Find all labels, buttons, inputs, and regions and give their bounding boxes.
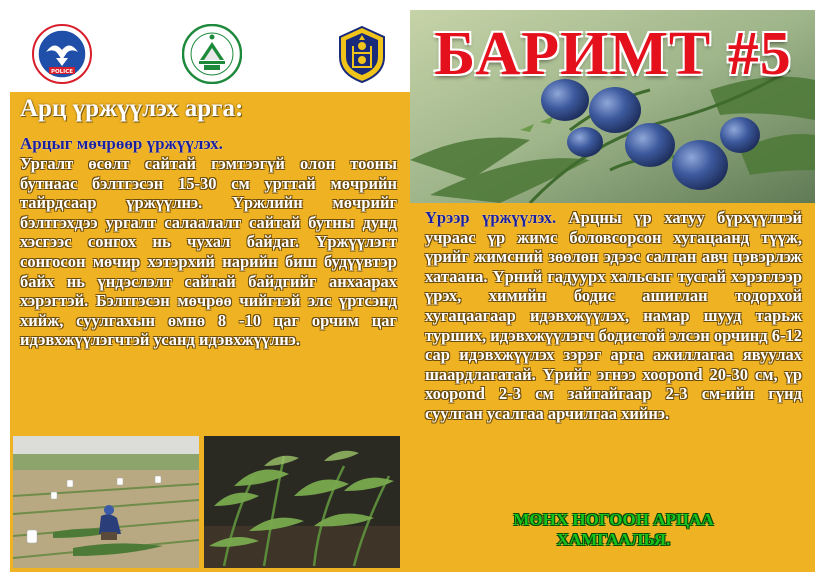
field-planting-photo	[13, 436, 199, 568]
slogan	[425, 510, 802, 550]
protected-area-seal-icon	[182, 24, 242, 84]
seed-method-paragraph	[425, 208, 802, 424]
police-emblem-icon	[32, 24, 92, 84]
section-heading: Арц үржүүлэх арга:	[20, 95, 244, 122]
berry	[625, 123, 675, 167]
seed-method-text: Арцны үр хатуу бүрхүүлтэй учраас үр жимс боловсорсон хугацаанд түүж, үрийг жимсний зөөлөн эдээс салган авч цэвэрлэж хатаана. Үрний гадуурх хальсыг тусгай хэрэглээр үрэх, химийн бодис ашиглан тодорхой хугацаагаар идэвхжүүлэх, намар шууд тарьж турших, идэвхжүүлэгч бодистой элсэн орчинд 6-12 сар идэвхжүүлэх зэрэг арга ажиллагаа явуулах шаардлагатай. Үрийг эгнээ хоорond 20-30 см, үр хоорond 2-3 см зайтайгаар 2-3 см-ийн гүнд суулган усалгаа арчилгаа хийнэ.	[425, 208, 802, 423]
seed-method-heading: Үрээр үржүүлэх.	[425, 208, 557, 227]
police-logo-text: POLICE	[50, 69, 74, 75]
slogan-line-2: ХАМГААЛЬЯ.	[556, 530, 671, 549]
logo-strip	[10, 10, 410, 92]
berry	[672, 140, 728, 190]
cutting-method-heading: Арцыг мөчрөөр үржүүлэх.	[20, 134, 223, 153]
slogan-line-1: МӨНХ НОГООН АРЦАА	[513, 510, 714, 529]
poster-title: БАРИМТ #5	[434, 19, 792, 88]
berry	[720, 117, 760, 153]
berry	[567, 127, 603, 157]
title-box	[412, 14, 814, 94]
seedlings-photo	[204, 436, 400, 568]
soyombo-emblem-icon	[332, 24, 392, 84]
cutting-method-text: Ургалт өсөлт сайтай гэмтээгүй олон тооны бутнаас бэлтгэсэн 15-30 см урттай мөчрийн тайрдсаар үржүүлнэ. Үржлийн мөчрийг бэлтгэхдээ ургалт салаалалт сайтай бутны дунд хэсгээс сонгох нь чухал байдаг. Үржүүлэгт сонгосон мөчир хэтэрхий нарийн биш будүүвтэр байх нь үндэслэлт сайтай байдгийг анхаарах хэрэгтэй. Бэлтгэсэн мөчрөө чийгтэй элс үртсэнд хийж, суулгахын өмнө 8 -10 цаг орчим цаг идэвхжүүлэгчтэй усанд идэвхжүүлнэ.	[20, 154, 397, 350]
